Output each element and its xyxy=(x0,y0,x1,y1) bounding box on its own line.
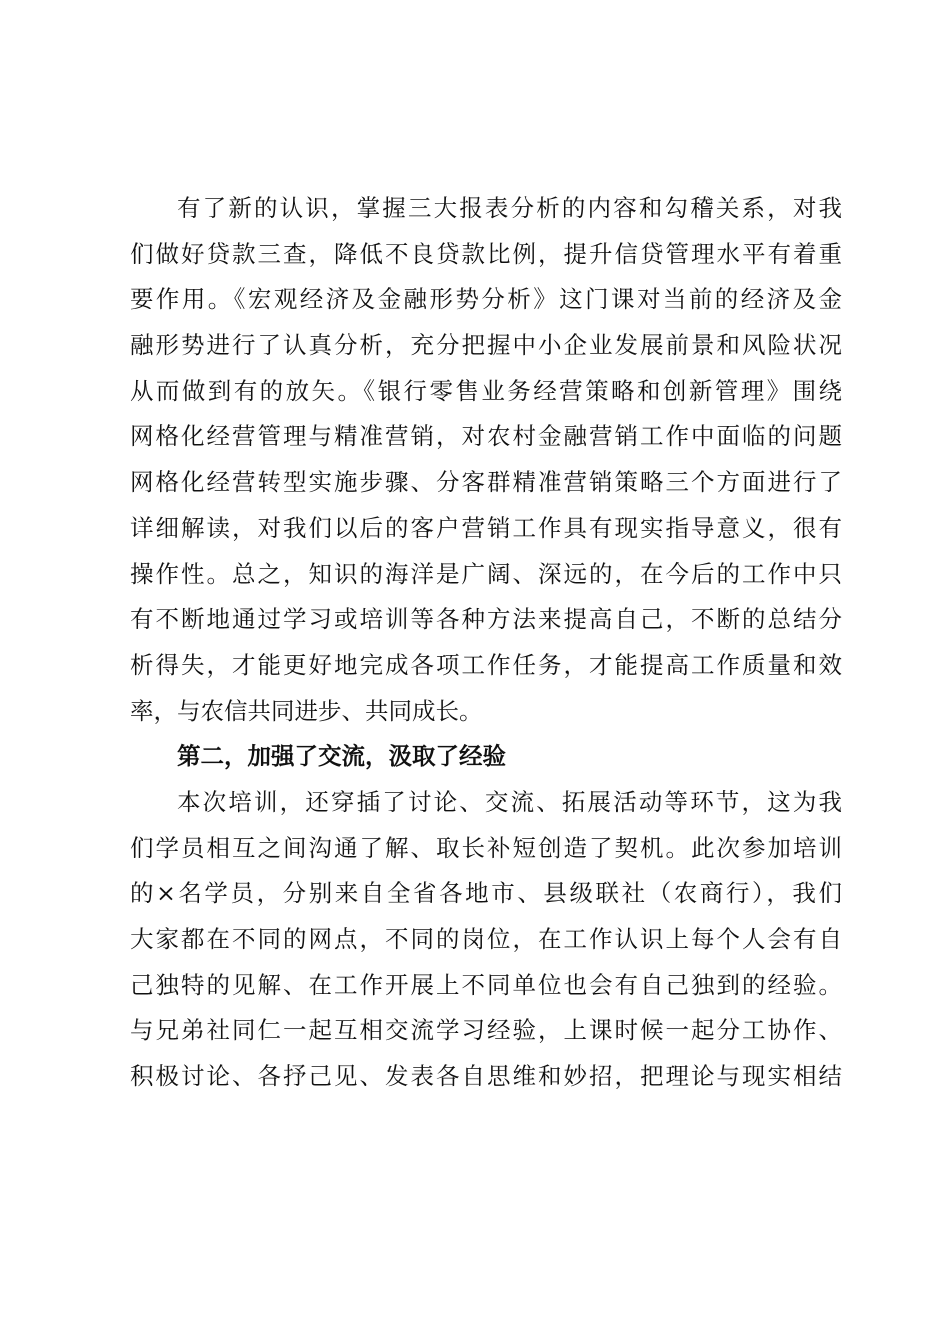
paragraph-1-line: 要作用。《宏观经济及金融形势分析》这门课对当前的经济及金 xyxy=(130,285,842,314)
paragraph-2-line: 积极讨论、各抒己见、发表各自思维和妙招，把理论与现实相结 xyxy=(130,1062,842,1091)
paragraph-2-line: 的×名学员，分别来自全省各地市、县级联社（农商行），我们 xyxy=(130,879,842,908)
paragraph-1-line: 融形势进行了认真分析，充分把握中小企业发展前景和风险状况 xyxy=(130,331,842,360)
paragraph-1-line: 从而做到有的放矢。《银行零售业务经营策略和创新管理》围绕 xyxy=(130,376,842,405)
paragraph-1-line: 率，与农信共同进步、共同成长。 xyxy=(130,696,483,725)
paragraph-1-line: 网格化经营管理与精准营销，对农村金融营销工作中面临的问题 xyxy=(130,422,842,451)
paragraph-2-line: 们学员相互之间沟通了解、取长补短创造了契机。此次参加培训 xyxy=(130,833,842,862)
paragraph-2-line: 己独特的见解、在工作开展上不同单位也会有自己独到的经验。 xyxy=(130,970,842,999)
paragraph-1-line: 有了新的认识，掌握三大报表分析的内容和勾稽关系，对我 xyxy=(177,194,842,222)
document-body xyxy=(130,186,842,1100)
paragraph-2-line: 大家都在不同的网点，不同的岗位，在工作认识上每个人会有自 xyxy=(130,925,842,953)
paragraph-2-line: 与兄弟社同仁一起互相交流学习经验，上课时候一起分工协作、 xyxy=(130,1016,842,1045)
paragraph-1-line: 们做好贷款三查，降低不良贷款比例，提升信贷管理水平有着重 xyxy=(130,239,842,268)
paragraph-1-line: 操作性。总之，知识的海洋是广阔、深远的，在今后的工作中只 xyxy=(130,559,842,588)
paragraph-1-line: 详细解读，对我们以后的客户营销工作具有现实指导意义，很有 xyxy=(130,513,842,542)
paragraph-1-line: 有不断地通过学习或培训等各种方法来提高自己，不断的总结分 xyxy=(130,605,842,634)
section-heading: 第二，加强了交流，汲取了经验 xyxy=(177,742,506,771)
paragraph-2-line: 本次培训，还穿插了讨论、交流、拓展活动等环节，这为我 xyxy=(177,787,842,816)
paragraph-1-line: 网格化经营转型实施步骤、分客群精准营销策略三个方面进行了 xyxy=(130,468,842,497)
paragraph-1-line: 析得失，才能更好地完成各项工作任务，才能提高工作质量和效 xyxy=(130,650,842,679)
